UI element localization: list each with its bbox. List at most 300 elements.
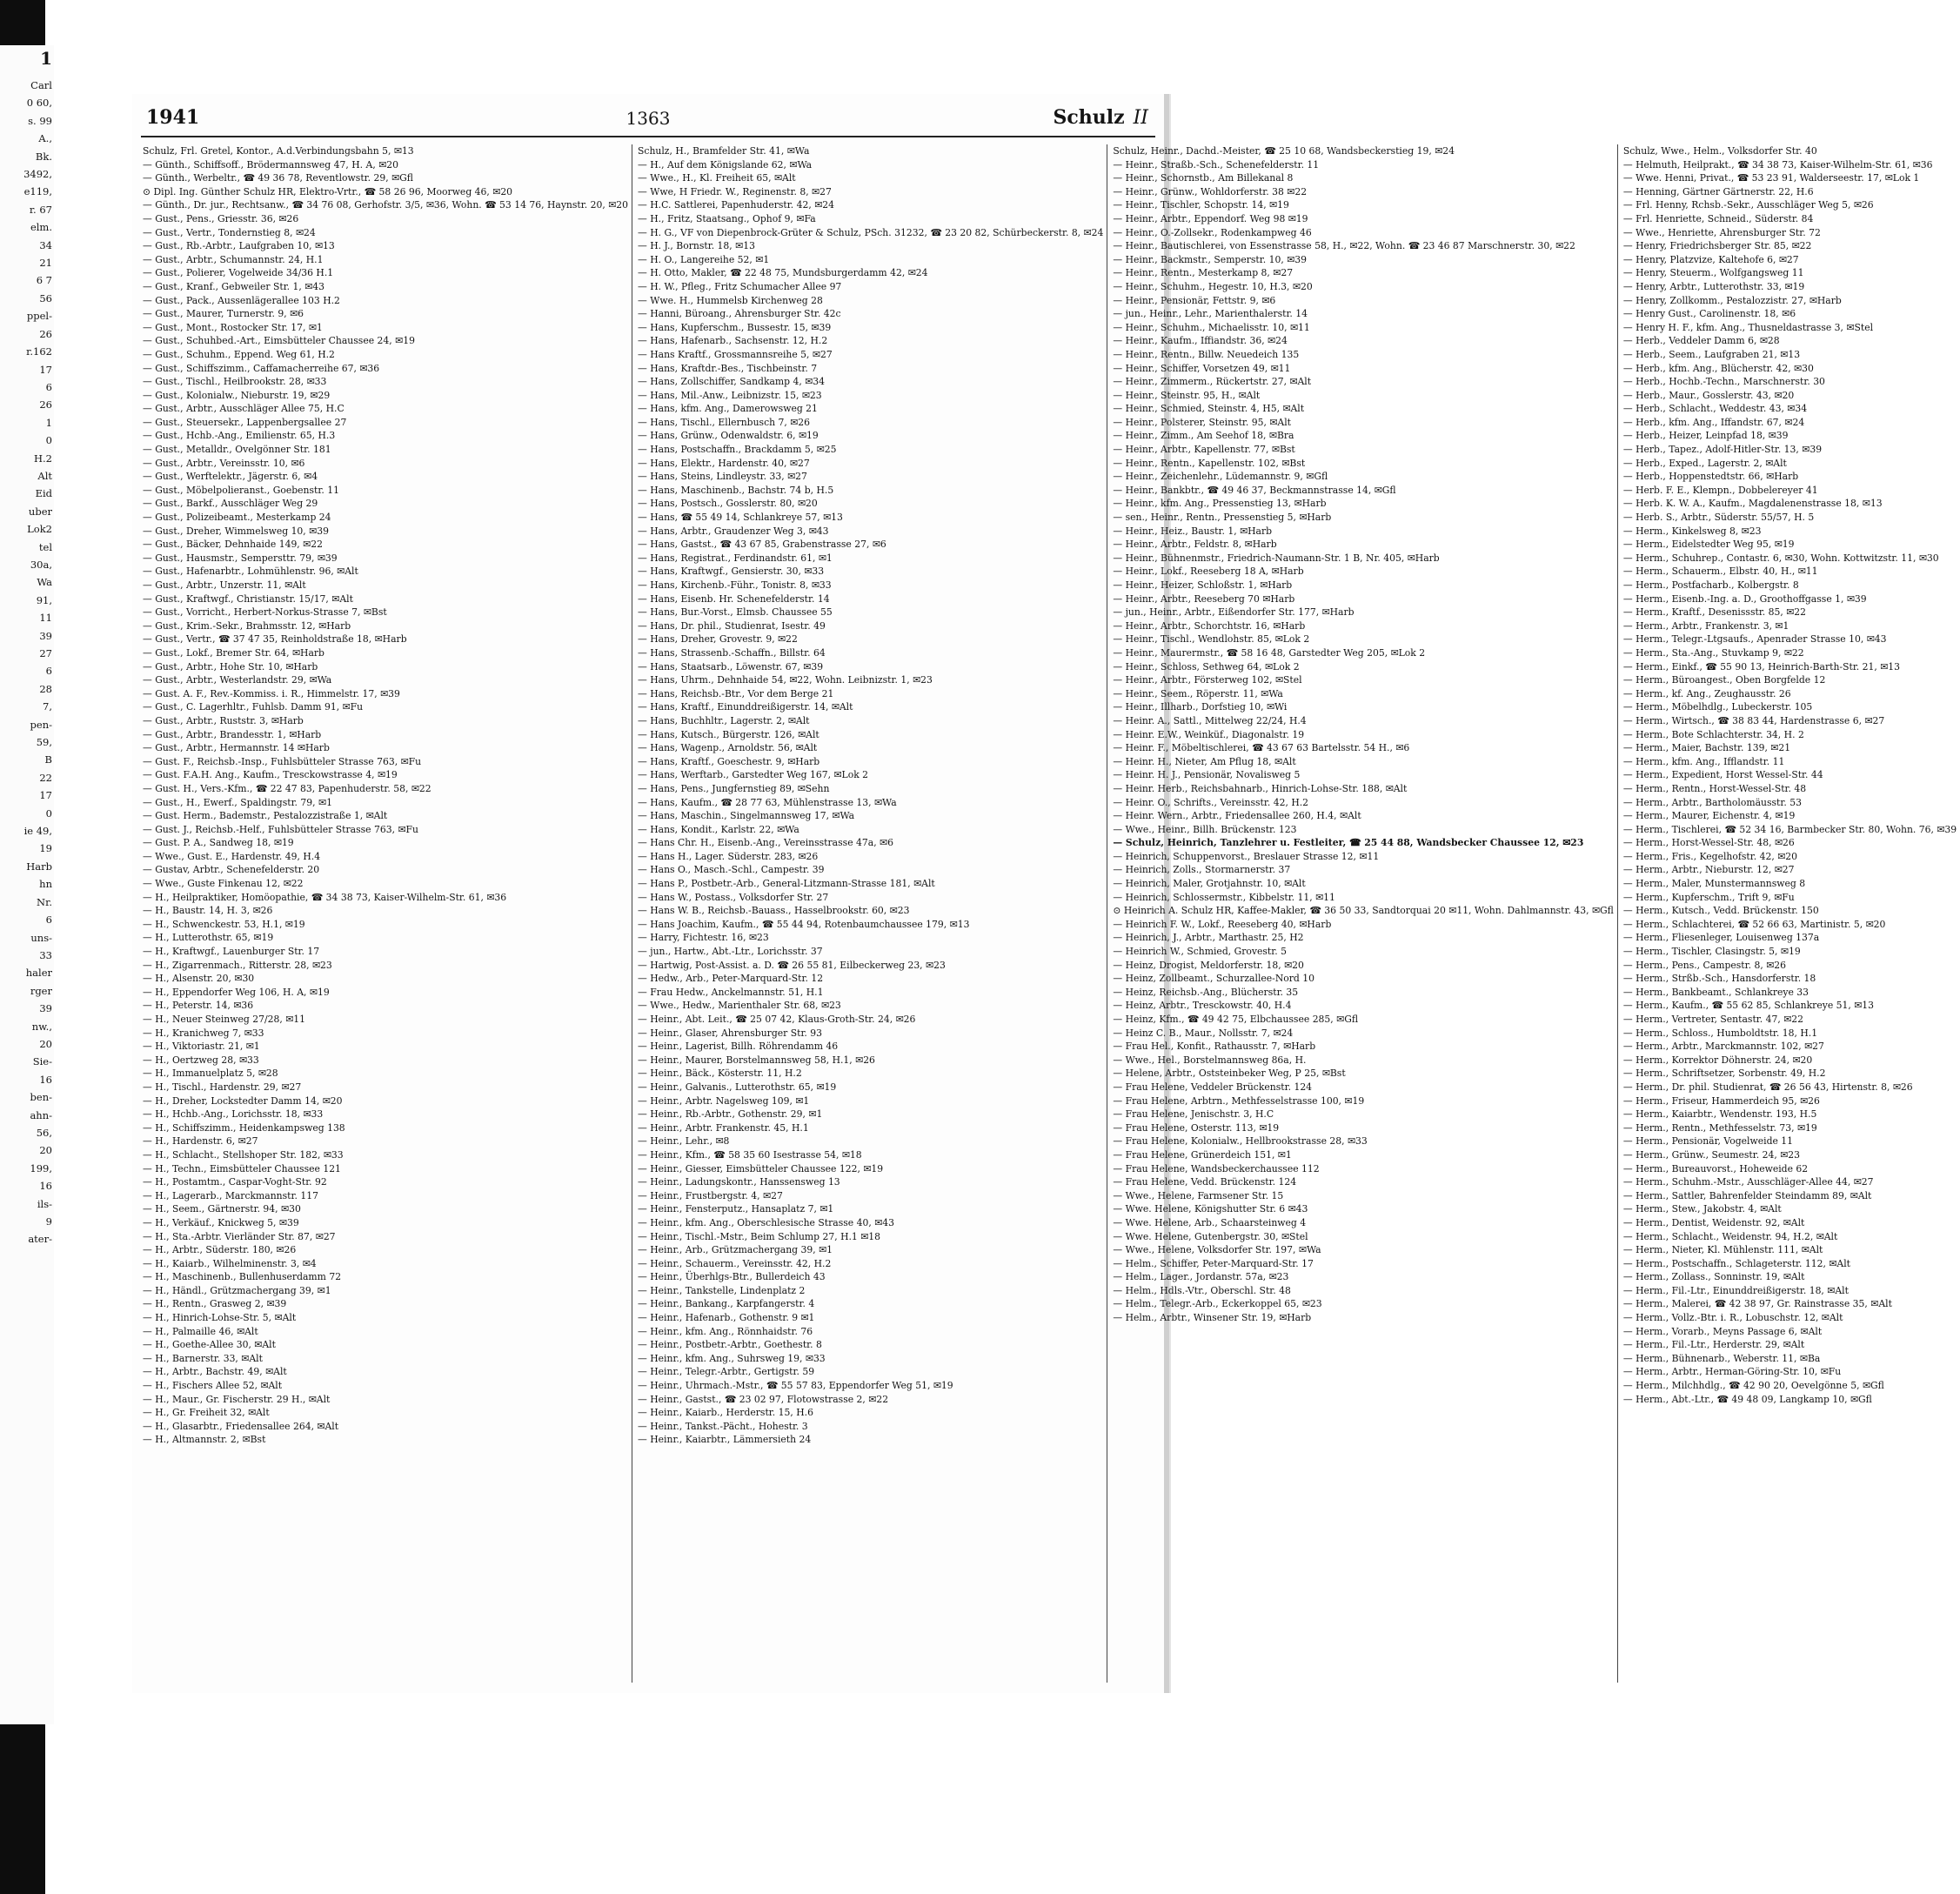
previous-page-fragment: 0 — [45, 806, 52, 820]
directory-entry: — Frau Hedw., Anckelmannstr. 51, H.1 — [638, 986, 824, 998]
previous-page-fragment: r. 67 — [29, 203, 52, 216]
page-header — [141, 106, 1155, 137]
directory-entry: — Gust., Arbtr., Westerlandstr. 29, ✉Wa — [143, 674, 332, 686]
previous-page-fragment: 22 — [39, 771, 52, 784]
directory-entry: — Herm., Schloss., Humboldtstr. 18, H.1 — [1622, 1027, 1818, 1039]
previous-page-fragment: Harb — [26, 860, 52, 873]
directory-entry: — Herm., Abt.-Ltr., ☎ 49 48 09, Langkamp 10, ✉Gfl — [1622, 1393, 1872, 1405]
directory-entry: — Gust., Pack., Aussenlägerallee 103 H.2 — [143, 294, 340, 306]
directory-entry: — Heinr., Tankst.-Pächt., Hohestr. 3 — [638, 1420, 808, 1432]
directory-entry: — Gust. Herm., Bademstr., Pestalozzistraße 1, ✉Alt — [143, 810, 388, 822]
directory-entry: — Heinr., Arbtr., Feldstr. 8, ✉Harb — [1113, 539, 1277, 551]
previous-page-fragment: 20 — [39, 1144, 52, 1157]
directory-entry: — Hans P., Postbetr.-Arb., General-Litzmann-Strasse 181, ✉Alt — [638, 878, 935, 890]
directory-entry: — Heinr. H. J., Pensionär, Novalisweg 5 — [1113, 769, 1301, 781]
directory-entry: — H., Maur., Gr. Fischerstr. 29 H., ✉Alt — [143, 1393, 331, 1405]
directory-entry: — Hans, kfm. Ang., Damerowsweg 21 — [638, 403, 818, 415]
directory-entry: — H., Lutterothstr. 65, ✉19 — [143, 932, 274, 944]
directory-entry: — H., Gr. Freiheit 32, ✉Alt — [143, 1407, 270, 1419]
directory-entry: — Hans, Staatsarb., Löwenstr. 67, ✉39 — [638, 660, 824, 673]
directory-entry: — Henry, Arbtr., Lutterothstr. 33, ✉19 — [1622, 280, 1805, 292]
directory-entry: — Heinz C. B., Maur., Nollsstr. 7, ✉24 — [1113, 1027, 1294, 1039]
directory-entry: — Hans, ☎ 55 49 14, Schlankreye 57, ✉13 — [638, 512, 843, 524]
directory-entry: — Herm., Pensionär, Vogelweide 11 — [1622, 1135, 1794, 1148]
directory-entry: — Heinr., Gastst., ☎ 23 02 97, Flotowstrasse 2, ✉22 — [638, 1393, 889, 1405]
previous-page-fragment: 91, — [36, 593, 52, 606]
directory-entry: — Wwe., Hedw., Marienthaler Str. 68, ✉23 — [638, 1000, 841, 1012]
directory-entry: — H., Peterstr. 14, ✉36 — [143, 1000, 254, 1012]
directory-entry: — Heinr., Schuhm., Michaelisstr. 10, ✉11 — [1113, 321, 1310, 333]
directory-entry: — Wwe. Helene, Arb., Schaarsteinweg 4 — [1113, 1216, 1307, 1228]
previous-page-fragment: s. 99 — [28, 114, 52, 127]
directory-entry: — Hans, Hafenarb., Sachsenstr. 12, H.2 — [638, 335, 828, 347]
directory-entry: — Herm., Vertreter, Sentastr. 47, ✉22 — [1622, 1014, 1804, 1025]
directory-entry: — Günth., Schiffsoff., Brödermannsweg 47, H. A, ✉20 — [143, 158, 398, 171]
directory-entry: — Hans O., Masch.-Schl., Campestr. 39 — [638, 864, 825, 876]
directory-entry: — Heinr., Galvanis., Lutterothstr. 65, ✉19 — [638, 1081, 837, 1093]
directory-entry: — Herm., Kinkelsweg 8, ✉23 — [1622, 525, 1762, 537]
directory-entry: — Hans, Dreher, Grovestr. 9, ✉22 — [638, 633, 798, 646]
directory-entry: — Heinr. E.W., Weinküf., Diagonalstr. 19 — [1113, 728, 1305, 740]
directory-entry: — Schulz, Heinrich, Tanzlehrer u. Festleiter, ☎ 25 44 88, Wandsbecker Chaussee 12, ✉23 — [1113, 837, 1584, 849]
directory-entry: — Gust., Kranf., Gebweiler Str. 1, ✉43 — [143, 280, 325, 292]
directory-entry: — Gust., Bäcker, Dehnhaide 149, ✉22 — [143, 539, 323, 551]
directory-entry: — Gust., Steuersekr., Lappenbergsallee 27 — [143, 416, 347, 428]
directory-entry: — Heinr., Uhrmach.-Mstr., ☎ 55 57 83, Eppendorfer Weg 51, ✉19 — [638, 1380, 953, 1392]
directory-entry: — Herm., Bankbeamt., Schlankreye 33 — [1622, 986, 1809, 998]
directory-entry: — Heinr., Illharb., Dorfstieg 10, ✉Wi — [1113, 701, 1288, 713]
directory-entry: — Herm., Korrektor Döhnerstr. 24, ✉20 — [1622, 1054, 1813, 1066]
directory-entry: — Gust., H., Ewerf., Spaldingstr. 79, ✉1 — [143, 796, 332, 808]
directory-entry: — Hans W., Postass., Volksdorfer Str. 27 — [638, 891, 829, 903]
directory-entry: — Heinr. A., Sattl., Mittelweg 22/24, H.4 — [1113, 714, 1307, 726]
previous-page-fragment: Bk. — [35, 150, 52, 163]
directory-entry: — Herb., Tapez., Adolf-Hitler-Str. 13, ✉39 — [1622, 444, 1823, 456]
directory-entry: Schulz, H., Bramfelder Str. 41, ✉Wa — [638, 145, 810, 157]
directory-entry: — Henry, Zollkomm., Pestalozzistr. 27, ✉Harb — [1622, 294, 1842, 306]
directory-entry: — H., Immanuelplatz 5, ✉28 — [143, 1067, 278, 1080]
directory-entry: — H., Tischl., Hardenstr. 29, ✉27 — [143, 1081, 302, 1093]
directory-entry: — Herm., Malerei, ☎ 42 38 97, Gr. Rainstrasse 35, ✉Alt — [1622, 1298, 1892, 1310]
directory-entry: — Herb., Hochb.-Techn., Marschnerstr. 30 — [1622, 376, 1825, 388]
directory-entry: — H., Lagerarb., Marckmannstr. 117 — [143, 1189, 318, 1201]
directory-entry: — Heinz, Arbtr., Tresckowstr. 40, H.4 — [1113, 1000, 1292, 1012]
directory-entry: — Herb., Hoppenstedtstr. 66, ✉Harb — [1622, 471, 1799, 483]
directory-entry: — H., Barnerstr. 33, ✉Alt — [143, 1352, 263, 1364]
directory-entry: — Wwe., Henriette, Ahrensburger Str. 72 — [1622, 226, 1821, 238]
previous-page-fragment: Wa — [37, 576, 52, 589]
previous-page-fragment: 11 — [39, 612, 52, 625]
directory-entry: — Hans Kraftf., Grossmannsreihe 5, ✉27 — [638, 348, 833, 360]
directory-entry: — Heinr., Postbetr.-Arbtr., Goethestr. 8 — [638, 1339, 822, 1351]
directory-entry: — Heinr., Bäck., Kösterstr. 11, H.2 — [638, 1067, 802, 1080]
previous-page-fragment: A., — [38, 132, 52, 145]
previous-page-fragment: Nr. — [37, 895, 52, 908]
directory-entry: — Heinrich, J., Arbtr., Marthastr. 25, H2 — [1113, 932, 1304, 944]
directory-entry: — Heinz, Reichsb.-Ang., Blücherstr. 35 — [1113, 986, 1299, 998]
previous-page-fragment: ahn- — [30, 1108, 52, 1121]
directory-entry: — Gust. J., Reichsb.-Helf., Fuhlsbütteler Strasse 763, ✉Fu — [143, 823, 418, 835]
directory-entry: — Herm., Bühnenarb., Weberstr. 11, ✉Ba — [1622, 1352, 1821, 1364]
directory-entry: — H., Seem., Gärtnerstr. 94, ✉30 — [143, 1203, 301, 1215]
directory-entry: — Herm., Kaiarbtr., Wendenstr. 193, H.5 — [1622, 1108, 1817, 1121]
previous-page-fragment: 17 — [39, 363, 52, 376]
directory-entry: — Heinr., Arbtr., Kapellenstr. 77, ✉Bst — [1113, 444, 1295, 456]
directory-entry: — Hans, Kaufm., ☎ 28 77 63, Mühlenstrasse 13, ✉Wa — [638, 796, 897, 808]
directory-entry: — Heinr., kfm. Ang., Suhrsweg 19, ✉33 — [638, 1352, 826, 1364]
directory-entry: — Henry, Platzvize, Kaltehofe 6, ✉27 — [1622, 253, 1799, 265]
directory-entry: — Heinrich, Schuppenvorst., Breslauer Strasse 12, ✉11 — [1113, 850, 1380, 862]
directory-entry: — Hans, Elektr., Hardenstr. 40, ✉27 — [638, 457, 810, 469]
directory-entry: — Gust., C. Lagerhltr., Fuhlsb. Damm 91, ✉Fu — [143, 701, 364, 713]
directory-entry: — Herm., Schlachterei, ☎ 52 66 63, Martinistr. 5, ✉20 — [1622, 918, 1886, 930]
directory-entry: — Hans, Pens., Jungfernstieg 89, ✉Sehn — [638, 782, 830, 794]
directory-entry: — Frau Hel., Konfit., Rathausstr. 7, ✉Harb — [1113, 1041, 1316, 1053]
directory-entry: — H., Neuer Steinweg 27/28, ✉11 — [143, 1014, 305, 1025]
directory-entry: — H., Techn., Eimsbütteler Chaussee 121 — [143, 1162, 341, 1175]
directory-entry: — Heinr., Rentn., Mesterkamp 8, ✉27 — [1113, 267, 1294, 279]
directory-entry: — Herm., Fliesenleger, Louisenweg 137a — [1622, 932, 1820, 944]
directory-entry: — Hans, Registrat., Ferdinandstr. 61, ✉1 — [638, 552, 833, 564]
directory-entry: — Herm., Pens., Campestr. 8, ✉26 — [1622, 959, 1787, 971]
previous-page-fragment: 20 — [39, 1037, 52, 1050]
previous-page-fragment: 28 — [39, 682, 52, 695]
directory-entry: — H., Glasarbtr., Friedensallee 264, ✉Alt — [143, 1420, 339, 1432]
directory-entry: — Heinr., Bankang., Karpfangerstr. 4 — [638, 1298, 815, 1310]
directory-entry: — Heinrich W., Schmied, Grovestr. 5 — [1113, 946, 1287, 958]
previous-page-fragment: ie 49, — [23, 825, 52, 838]
directory-entry: — Helm., Lager., Jordanstr. 57a, ✉23 — [1113, 1271, 1289, 1283]
directory-entry: — Gust., Polierer, Vogelweide 34/36 H.1 — [143, 267, 334, 279]
directory-entry: — Gust., Hausmstr., Sempersttr. 79, ✉39 — [143, 552, 338, 564]
directory-page — [132, 94, 1957, 1693]
previous-page-fragment: rger — [30, 984, 52, 997]
directory-entry: — Henry H. F., kfm. Ang., Thusneldastrasse 3, ✉Stel — [1622, 321, 1874, 333]
column-4 — [1617, 144, 1960, 1683]
directory-entry: — Herb., Exped., Lagerstr. 2, ✉Alt — [1622, 457, 1787, 469]
directory-entry: — Hans, Dr. phil., Studienrat, Isestr. 49 — [638, 619, 826, 632]
directory-entry: — Gust., Arbtr., Unzerstr. 11, ✉Alt — [143, 579, 306, 591]
directory-entry: — Wwe. Helene, Königshutter Str. 6 ✉43 — [1113, 1203, 1308, 1215]
directory-entry: — Heinr., Arbtr. Frankenstr. 45, H.1 — [638, 1121, 809, 1134]
directory-entry: — Heinr., Straßb.-Sch., Schenefelderstr. 11 — [1113, 158, 1320, 171]
directory-entry: — Heinr. Herb., Reichsbahnarb., Hinrich-Lohse-Str. 188, ✉Alt — [1113, 782, 1408, 794]
previous-page-fragment: 16 — [39, 1073, 52, 1086]
column-1 — [141, 144, 632, 1683]
directory-entry: — H., Schwenckestr. 53, H.1, ✉19 — [143, 918, 305, 930]
directory-entry: — Gust. F., Reichsb.-Insp., Fuhlsbütteler Strasse 763, ✉Fu — [143, 755, 422, 767]
directory-entry: — Heinr., Hafenarb., Gothenstr. 9 ✉1 — [638, 1312, 815, 1324]
directory-entry: — Heinrich, Zolls., Stormarnerstr. 37 — [1113, 864, 1291, 876]
directory-entry: — H. J., Bornstr. 18, ✉13 — [638, 240, 755, 252]
directory-entry: — Gust., Polizeibeamt., Mesterkamp 24 — [143, 512, 331, 524]
directory-entry: — Heinr., Arbtr. Nagelsweg 109, ✉1 — [638, 1094, 810, 1107]
directory-entry: — Herb., Maur., Gosslerstr. 43, ✉20 — [1622, 389, 1795, 401]
directory-entry: — Herm., Strßb.-Sch., Hansdorferstr. 18 — [1622, 973, 1816, 985]
previous-page-fragment: 39 — [39, 1002, 52, 1015]
directory-entry: — Herb. K. W. A., Kaufm., Magdalenenstrasse 18, ✉13 — [1622, 498, 1883, 510]
directory-entry: — Heinr. F., Möbeltischlerei, ☎ 43 67 63 Bartelsstr. 54 H., ✉6 — [1113, 742, 1410, 754]
directory-entry: — Herm., Einkf., ☎ 55 90 13, Heinrich-Barth-Str. 21, ✉13 — [1622, 660, 1901, 673]
directory-entry: — H., Baustr. 14, H. 3, ✉26 — [143, 905, 273, 917]
directory-entry: — Heinr., O.-Zollsekr., Rodenkampweg 46 — [1113, 226, 1312, 238]
directory-entry: — Hans, Tischl., Ellernbusch 7, ✉26 — [638, 416, 811, 428]
directory-entry: — Gust., Krim.-Sekr., Brahmsstr. 12, ✉Harb — [143, 619, 351, 632]
directory-entry: — Hans, Postschaffn., Brackdamm 5, ✉25 — [638, 444, 837, 456]
directory-entry: — Hans, Mil.-Anw., Leibnizstr. 15, ✉23 — [638, 389, 822, 401]
directory-entry: — Herm., Arbtr., Bartholomäusstr. 53 — [1622, 796, 1802, 808]
directory-entry: — Heinr. Wern., Arbtr., Friedensallee 260, H.4, ✉Alt — [1113, 810, 1361, 822]
directory-entry: — Gust., Arbtr., Schumannstr. 24, H.1 — [143, 253, 324, 265]
directory-entry: — H. O., Langereihe 52, ✉1 — [638, 253, 770, 265]
directory-entry: — H. W., Pfleg., Fritz Schumacher Allee 97 — [638, 280, 842, 292]
directory-entry: — Hans, Uhrm., Dehnhaide 54, ✉22, Wohn. Leibnizstr. 1, ✉23 — [638, 674, 933, 686]
previous-page-fragment: Lok2 — [27, 523, 52, 536]
directory-entry: — Heinr., Kaiarb., Herderstr. 15, H.6 — [638, 1407, 813, 1419]
directory-entry: — Wwe., Guste Finkenau 12, ✉22 — [143, 878, 304, 890]
directory-entry: — Herm., Dr. phil. Studienrat, ☎ 26 56 43, Hirtenstr. 8, ✉26 — [1622, 1081, 1913, 1093]
previous-page-fragment: 0 — [45, 434, 52, 447]
directory-entry: — Wwe, H Friedr. W., Reginenstr. 8, ✉27 — [638, 185, 832, 197]
directory-entry: — Heinr., Arbtr., Försterweg 102, ✉Stel — [1113, 674, 1302, 686]
directory-entry: — H. Otto, Makler, ☎ 22 48 75, Mundsburgerdamm 42, ✉24 — [638, 267, 928, 279]
previous-page-fragment: 16 — [39, 1180, 52, 1193]
directory-entry: — Frau Helene, Wandsbeckerchaussee 112 — [1113, 1162, 1320, 1175]
directory-entry: — Heinr., Fensterputz., Hansaplatz 7, ✉1 — [638, 1203, 834, 1215]
directory-entry: — Heinr., Glaser, Ahrensburger Str. 93 — [638, 1027, 823, 1039]
directory-entry: — Herm., Kupferschm., Trift 9, ✉Fu — [1622, 891, 1795, 903]
header-year: 1941 — [146, 106, 200, 129]
previous-page-fragment: pen- — [30, 718, 52, 731]
previous-page-fragment: 9 — [45, 1215, 52, 1228]
directory-entry: — H., Altmannstr. 2, ✉Bst — [143, 1434, 266, 1446]
directory-entry: — Heinr., Lehr., ✉8 — [638, 1135, 730, 1148]
directory-entry: — Gust. P. A., Sandweg 18, ✉19 — [143, 837, 294, 849]
directory-entry: — Henry, Steuerm., Wolfgangsweg 11 — [1622, 267, 1804, 279]
directory-entry: — Herm., Schuhrep., Contastr. 6, ✉30, Wohn. Kottwitzstr. 11, ✉30 — [1622, 552, 1939, 564]
previous-page-fragment: B — [44, 753, 52, 766]
directory-entry: — Gust., Arbtr., Hohe Str. 10, ✉Harb — [143, 660, 318, 673]
previous-page-strip — [0, 45, 54, 1724]
directory-entry: — Heinr., Pensionär, Fettstr. 9, ✉6 — [1113, 294, 1276, 306]
directory-entry: — H., Händl., Grützmachergang 39, ✉1 — [143, 1284, 331, 1296]
directory-entry: — Heinr., Rentn., Kapellenstr. 102, ✉Bst — [1113, 457, 1306, 469]
directory-entry: — Gust., Tischl., Heilbrookstr. 28, ✉33 — [143, 376, 327, 388]
directory-entry: — Wwe., Helene, Farmsener Str. 15 — [1113, 1189, 1284, 1201]
directory-entry: — Helm., Schiffer, Peter-Marquard-Str. 17 — [1113, 1257, 1314, 1269]
directory-entry: — Herb., Schlacht., Weddestr. 43, ✉34 — [1622, 403, 1808, 415]
directory-entry: — Henry Gust., Carolinenstr. 18, ✉6 — [1622, 308, 1796, 320]
directory-entry: — Heinr., Zimm., Am Seehof 18, ✉Bra — [1113, 430, 1294, 442]
directory-entry: — Hans W. B., Reichsb.-Bauass., Hasselbrookstr. 60, ✉23 — [638, 905, 910, 917]
directory-entry: — Helm., Arbtr., Winsener Str. 19, ✉Harb — [1113, 1312, 1312, 1324]
directory-entry: — H., Eppendorfer Weg 106, H. A, ✉19 — [143, 986, 330, 998]
directory-entry: — Heinr., Steinstr. 95, H., ✉Alt — [1113, 389, 1261, 401]
directory-entry: — Hans H., Lager. Süderstr. 283, ✉26 — [638, 850, 819, 862]
previous-page-fragment: 56, — [36, 1126, 52, 1139]
previous-page-fragment: H.2 — [33, 452, 52, 465]
directory-entry: — H.C. Sattlerei, Papenhuderstr. 42, ✉24 — [638, 199, 834, 211]
directory-entry: — Frau Helene, Arbtrn., Methfesselstrasse 100, ✉19 — [1113, 1094, 1365, 1107]
directory-entry: — Frau Helene, Jenischstr. 3, H.C — [1113, 1108, 1274, 1121]
directory-entry: — Herm., Maier, Bachstr. 139, ✉21 — [1622, 742, 1791, 754]
column-2 — [632, 144, 1107, 1683]
directory-entry: — Heinr., Heiz., Baustr. 1, ✉Harb — [1113, 525, 1273, 537]
directory-entry: — Harry, Fichtestr. 16, ✉23 — [638, 932, 769, 944]
directory-entry: — H., Maschinenb., Bullenhuserdamm 72 — [143, 1271, 342, 1283]
directory-entry: — Gustav, Arbtr., Schenefelderstr. 20 — [143, 864, 320, 876]
directory-entry: — H., Sta.-Arbtr. Vierländer Str. 87, ✉27 — [143, 1230, 336, 1242]
directory-entry: — Herm., Postschaffn., Schlageterstr. 112, ✉Alt — [1622, 1257, 1850, 1269]
previous-page-fragment: 0 60, — [26, 97, 52, 110]
previous-page-fragment: 39 — [39, 629, 52, 642]
directory-entry: — Heinr., Heizer, Schloßstr. 1, ✉Harb — [1113, 579, 1293, 591]
directory-entry: — Hans, Kraftdr.-Bes., Tischbeinstr. 7 — [638, 362, 818, 374]
directory-entry: — Heinr., Kaiarbtr., Lämmersieth 24 — [638, 1434, 812, 1446]
directory-entry: — Herm., Fris., Kegelhofstr. 42, ✉20 — [1622, 850, 1797, 862]
previous-page-fragment: 26 — [39, 398, 52, 412]
directory-entry: — Heinr., Arbtr., Schorchtstr. 16, ✉Harb — [1113, 619, 1306, 632]
directory-entry: — H., Viktoriastr. 21, ✉1 — [143, 1041, 260, 1053]
directory-entry: — Heinr. O., Schrifts., Vereinsstr. 42, H.2 — [1113, 796, 1309, 808]
directory-entry: — Wwe., Heinr., Billh. Brückenstr. 123 — [1113, 823, 1297, 835]
directory-entry: — H., Fritz, Staatsang., Ophof 9, ✉Fa — [638, 212, 816, 224]
directory-entry: — Hans, Kraftwgf., Gensierstr. 30, ✉33 — [638, 566, 825, 578]
directory-entry: — Hans Joachim, Kaufm., ☎ 55 44 94, Rotenbaumchaussee 179, ✉13 — [638, 918, 970, 930]
previous-page-fragment: ben- — [30, 1091, 52, 1104]
directory-entry: — Gust., Schuhm., Eppend. Weg 61, H.2 — [143, 348, 335, 360]
directory-entry: — H., Postamtm., Caspar-Voght-Str. 92 — [143, 1176, 327, 1188]
directory-entry: — Heinr., Backmstr., Semperstr. 10, ✉39 — [1113, 253, 1307, 265]
directory-entry: — Hans, Strassenb.-Schaffn., Billstr. 64 — [638, 646, 826, 659]
directory-entry: — Heinr., Schuhm., Hegestr. 10, H.3, ✉20 — [1113, 280, 1313, 292]
directory-entry: — H., Goethe-Allee 30, ✉Alt — [143, 1339, 276, 1351]
directory-entry: — Hans, Buchhltr., Lagerstr. 2, ✉Alt — [638, 714, 810, 726]
directory-entry: — Herb., Veddeler Damm 6, ✉28 — [1622, 335, 1780, 347]
directory-entry: — Wwe., H., Kl. Freiheit 65, ✉Alt — [638, 172, 796, 184]
directory-entry: — Hans, Arbtr., Graudenzer Weg 3, ✉43 — [638, 525, 829, 537]
directory-entry: — Heinr., Arbtr., Reeseberg 70 ✉Harb — [1113, 592, 1295, 605]
directory-entry: — Herm., Horst-Wessel-Str. 48, ✉26 — [1622, 837, 1795, 849]
directory-entry: — Frl. Henriette, Schneid., Süderstr. 84 — [1622, 212, 1814, 224]
directory-entry: — Gust., Arbtr., Ruststr. 3, ✉Harb — [143, 714, 304, 726]
directory-entry: — Günth., Werbeltr., ☎ 49 36 78, Reventlowstr. 29, ✉Gfl — [143, 172, 413, 184]
previous-page-fragment: nw., — [31, 1020, 52, 1033]
directory-entry: — jun., Heinr., Arbtr., Eißendorfer Str. 177, ✉Harb — [1113, 606, 1355, 619]
directory-entry: Schulz, Wwe., Helm., Volksdorfer Str. 40 — [1622, 145, 1817, 157]
directory-entry: — Hans, Maschinenb., Bachstr. 74 b, H.5 — [638, 484, 834, 496]
directory-entry: — Herm., kf. Ang., Zeughausstr. 26 — [1622, 687, 1791, 699]
entry-columns — [141, 144, 1957, 1683]
directory-entry: — Herm., Fil.-Ltr., Herderstr. 29, ✉Alt — [1622, 1339, 1805, 1351]
directory-entry: — Hans, Grünw., Odenwaldstr. 6, ✉19 — [638, 430, 819, 442]
directory-entry: — Heinr., Grünw., Wohldorferstr. 38 ✉22 — [1113, 185, 1308, 197]
directory-entry: — Herm., Tischlerei, ☎ 52 34 16, Barmbecker Str. 80, Wohn. 76, ✉39 — [1622, 823, 1957, 835]
directory-entry: — Herb., Seem., Laufgraben 21, ✉13 — [1622, 348, 1801, 360]
directory-entry: — Herm., Sta.-Ang., Stuvkamp 9, ✉22 — [1622, 646, 1804, 659]
directory-entry: — Heinr., Kaufm., Iffiandstr. 36, ✉24 — [1113, 335, 1288, 347]
directory-entry: — H., Kraftwgf., Lauenburger Str. 17 — [143, 946, 320, 958]
previous-page-fragment: hn — [39, 878, 52, 891]
directory-entry: — Heinr., Lokf., Reeseberg 18 A, ✉Harb — [1113, 566, 1304, 578]
previous-page-fragment: 6 — [45, 914, 52, 927]
directory-entry: — Heinr., Tischler, Schopstr. 14, ✉19 — [1113, 199, 1289, 211]
column-3 — [1107, 144, 1617, 1683]
directory-entry: — H., Arbtr., Süderstr. 180, ✉26 — [143, 1244, 297, 1256]
directory-entry: — Gust., Arbtr., Vereinsstr. 10, ✉6 — [143, 457, 305, 469]
directory-entry: — H. G., VF von Diepenbrock-Grüter & Schulz, PSch. 31232, ☎ 23 20 82, Schürbeckerstr. 8, ✉24 — [638, 226, 1104, 238]
previous-page-fragment: e119, — [23, 185, 52, 198]
directory-entry: — Herm., Expedient, Horst Wessel-Str. 44 — [1622, 769, 1823, 781]
directory-entry: — Herm., Friseur, Hammerdeich 95, ✉26 — [1622, 1094, 1820, 1107]
previous-page-fragment: Carl — [30, 79, 52, 91]
directory-entry: — Hans, Werftarb., Garstedter Weg 167, ✉Lok 2 — [638, 769, 869, 781]
directory-entry: — H., Schiffszimm., Heidenkampsweg 138 — [143, 1121, 345, 1134]
directory-entry: — Heinrich, Schlossermstr., Kibbelstr. 11, ✉11 — [1113, 891, 1335, 903]
directory-entry: — Wwe., Hel., Borstelmannsweg 86a, H. — [1113, 1054, 1307, 1066]
previous-page-fragment: uns- — [30, 931, 52, 944]
directory-entry: — Heinr., Arbtr., Eppendorf. Weg 98 ✉19 — [1113, 212, 1308, 224]
directory-entry: — Gust., Schuhbed.-Art., Eimsbütteler Chaussee 24, ✉19 — [143, 335, 415, 347]
previous-page-fragment: 19 — [39, 842, 52, 855]
directory-entry: — Herm., Nieter, Kl. Mühlenstr. 111, ✉Alt — [1622, 1244, 1823, 1256]
directory-entry: — Herm., Arbtr., Marckmannstr. 102, ✉27 — [1622, 1041, 1824, 1053]
previous-page-fragment: 1 — [40, 48, 52, 69]
directory-entry: — Herb. S., Arbtr., Süderstr. 55/57, H. 5 — [1622, 512, 1815, 524]
directory-entry: — Gust., Vorricht., Herbert-Norkus-Strasse 7, ✉Bst — [143, 606, 387, 619]
directory-entry: — Hans Chr. H., Eisenb.-Ang., Vereinsstrasse 47a, ✉6 — [638, 837, 893, 849]
directory-entry: — Gust., Möbelpolieranst., Goebenstr. 11 — [143, 484, 339, 496]
previous-page-fragment: ppel- — [26, 310, 52, 323]
directory-entry: — Hans, Eisenb. Hr. Schenefelderstr. 14 — [638, 592, 830, 605]
directory-entry: — Helmuth, Heilprakt., ☎ 34 38 73, Kaiser-Wilhelm-Str. 61, ✉36 — [1622, 158, 1933, 171]
directory-entry: — Heinr., Maurermstr., ☎ 58 16 48, Garstedter Weg 205, ✉Lok 2 — [1113, 646, 1426, 659]
directory-entry: — Helm., Telegr.-Arb., Eckerkoppel 65, ✉23 — [1113, 1298, 1322, 1310]
previous-page-fragment: 6 — [45, 380, 52, 393]
header-volume: II — [1133, 107, 1148, 129]
previous-page-fragment: tel — [38, 540, 52, 553]
directory-entry: — Gust., Schiffszimm., Caffamacherreihe 67, ✉36 — [143, 362, 380, 374]
directory-entry: — Heinr., Tankstelle, Lindenplatz 2 — [638, 1284, 806, 1296]
directory-entry: — Heinr., Kfm., ☎ 58 35 60 Isestrasse 54, ✉18 — [638, 1148, 862, 1161]
header-surname: Schulz — [1053, 106, 1125, 129]
directory-entry: — Herm., Möbelhdlg., Lubeckerstr. 105 — [1622, 701, 1813, 713]
previous-page-fragment: 59, — [36, 736, 52, 749]
previous-page-fragment: Sie- — [32, 1055, 52, 1068]
directory-entry: — Frau Helene, Veddeler Brückenstr. 124 — [1113, 1081, 1313, 1093]
directory-entry: — jun., Heinr., Lehr., Marienthalerstr. 14 — [1113, 308, 1308, 320]
directory-entry: — Herm., Vollz.-Btr. i. R., Lobuschstr. 12, ✉Alt — [1622, 1312, 1843, 1324]
directory-entry: — Gust., Mont., Rostocker Str. 17, ✉1 — [143, 321, 323, 333]
directory-entry: — Heinr., Lagerist, Billh. Röhrendamm 46 — [638, 1041, 839, 1053]
directory-entry: — Gust., Hafenarbtr., Lohmühlenstr. 96, ✉Alt — [143, 566, 358, 578]
directory-entry: — Hans, Kupferschm., Bussestr. 15, ✉39 — [638, 321, 832, 333]
directory-entry: ⊙ Heinrich A. Schulz HR, Kaffee-Makler, ☎ 36 50 33, Sandtorquai 20 ✉11, Wohn. Dahlmannstr. 43, ✉Gfl — [1113, 905, 1614, 917]
directory-entry: — Helm., Hdls.-Vtr., Oberschl. Str. 48 — [1113, 1284, 1291, 1296]
directory-entry: — Herb., kfm. Ang., Iffandstr. 67, ✉24 — [1622, 416, 1805, 428]
directory-entry: — Wwe., Gust. E., Hardenstr. 49, H.4 — [143, 850, 321, 862]
previous-page-fragment: 21 — [39, 257, 52, 270]
directory-entry: — Heinr., Schiffer, Vorsetzen 49, ✉11 — [1113, 362, 1291, 374]
directory-entry: — Heinr., Zeichenlehr., Lüdemannstr. 9, ✉Gfl — [1113, 471, 1328, 483]
directory-entry: — Heinr., Tischl., Wendlohstr. 85, ✉Lok 2 — [1113, 633, 1310, 646]
previous-page-fragment: 6 7 — [36, 274, 52, 287]
directory-entry: — H., Hchb.-Ang., Lorichsstr. 18, ✉33 — [143, 1108, 324, 1121]
directory-entry: — Heinrich, Maler, Grotjahnstr. 10, ✉Alt — [1113, 878, 1306, 890]
directory-entry: — Günth., Dr. jur., Rechtsanw., ☎ 34 76 08, Gerhofstr. 3/5, ✉36, Wohn. ☎ 53 14 76, Haynstr. 20, ✉20 — [143, 199, 628, 211]
previous-page-fragment: 17 — [39, 789, 52, 802]
previous-page-fragment: haler — [25, 967, 52, 980]
